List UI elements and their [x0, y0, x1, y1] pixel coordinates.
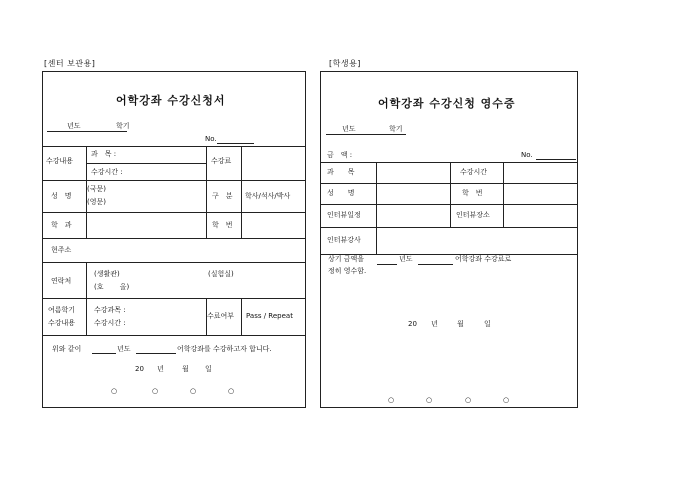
date-day: 일: [205, 365, 212, 373]
receipt-semester-label: 학기: [389, 125, 403, 133]
category-value: 학사/석사/박사: [245, 192, 291, 200]
interview-place-label: 인터뷰장소: [456, 211, 490, 219]
name-kor-label: (국문): [87, 185, 106, 193]
receipt-statement-post: 어학강좌 수강료로: [455, 255, 512, 263]
interviewer-label: 인터뷰강사: [327, 236, 361, 244]
summer-time-label: 수강시간 :: [94, 319, 126, 327]
address-label: 현주소: [51, 246, 72, 254]
date-20: 20: [135, 365, 144, 373]
circle-mark: ○: [111, 387, 118, 395]
receipt-student-no-label: 학 번: [462, 189, 483, 197]
receipt-statement-line2: 정히 영수함.: [328, 267, 367, 275]
receipt-date-day: 일: [484, 320, 491, 328]
statement-year: 년도: [117, 345, 131, 353]
student-no-label: 학 번: [212, 221, 233, 229]
no-label: No.: [205, 135, 217, 143]
summer-course-label: 수강과목 :: [94, 306, 126, 314]
circle-mark: ○: [503, 396, 510, 404]
circle-mark: ○: [388, 396, 395, 404]
contact-house-label: (호 올): [94, 283, 130, 291]
receipt-statement-pre: 상기 금액을: [328, 255, 365, 263]
category-label: 구 분: [212, 192, 233, 200]
name-label: 성 명: [51, 192, 72, 200]
statement-pre: 위와 같이: [52, 345, 82, 353]
subject-label: 과 목 :: [91, 150, 117, 158]
name-eng-label: (영문): [87, 198, 106, 206]
application-form: [42, 71, 306, 408]
receipt-date-month: 월: [457, 320, 464, 328]
department-label: 학 과: [51, 221, 72, 229]
receipt-statement-year: 년도: [399, 255, 413, 263]
receipt-subject-label: 과 목: [327, 168, 355, 176]
receipt-date-20: 20: [408, 320, 417, 328]
application-title: 어학강좌 수강신청서: [116, 94, 226, 107]
date-year: 년: [157, 365, 164, 373]
circle-mark: ○: [152, 387, 159, 395]
fee-label: 수강료: [211, 157, 232, 165]
summer-content-label: 수강내용: [48, 319, 76, 327]
receipt-title: 어학강좌 수강신청 영수증: [378, 97, 516, 110]
circle-mark: ○: [190, 387, 197, 395]
contact-lab-label: (실험실): [208, 270, 234, 278]
right-form-tag: [학생용]: [329, 59, 361, 68]
semester-label: 학기: [116, 122, 130, 130]
left-form-tag: [센터 보관용]: [44, 59, 96, 68]
receipt-no-label: No.: [521, 151, 533, 159]
course-content-label: 수강내용: [46, 157, 74, 165]
receipt-course-time-label: 수강시간: [460, 168, 488, 176]
course-time-label: 수강시간 :: [91, 168, 123, 176]
interview-date-label: 인터뷰일정: [327, 211, 361, 219]
receipt-name-label: 성 명: [327, 189, 355, 197]
amount-label: 금 액 :: [327, 151, 353, 159]
pass-label: 수료여부: [207, 312, 235, 320]
statement-post: 어학강좌를 수강하고자 합니다.: [177, 345, 272, 353]
contact-home-label: (생활관): [94, 270, 120, 278]
circle-mark: ○: [426, 396, 433, 404]
year-label: 년도: [67, 122, 81, 130]
contact-label: 연락처: [51, 277, 72, 285]
receipt-year-label: 년도: [342, 125, 356, 133]
circle-mark: ○: [228, 387, 235, 395]
summer-label: 여름학기: [48, 306, 76, 314]
receipt-date-year: 년: [431, 320, 438, 328]
date-month: 월: [182, 365, 189, 373]
circle-mark: ○: [465, 396, 472, 404]
pass-value: Pass / Repeat: [246, 312, 293, 320]
